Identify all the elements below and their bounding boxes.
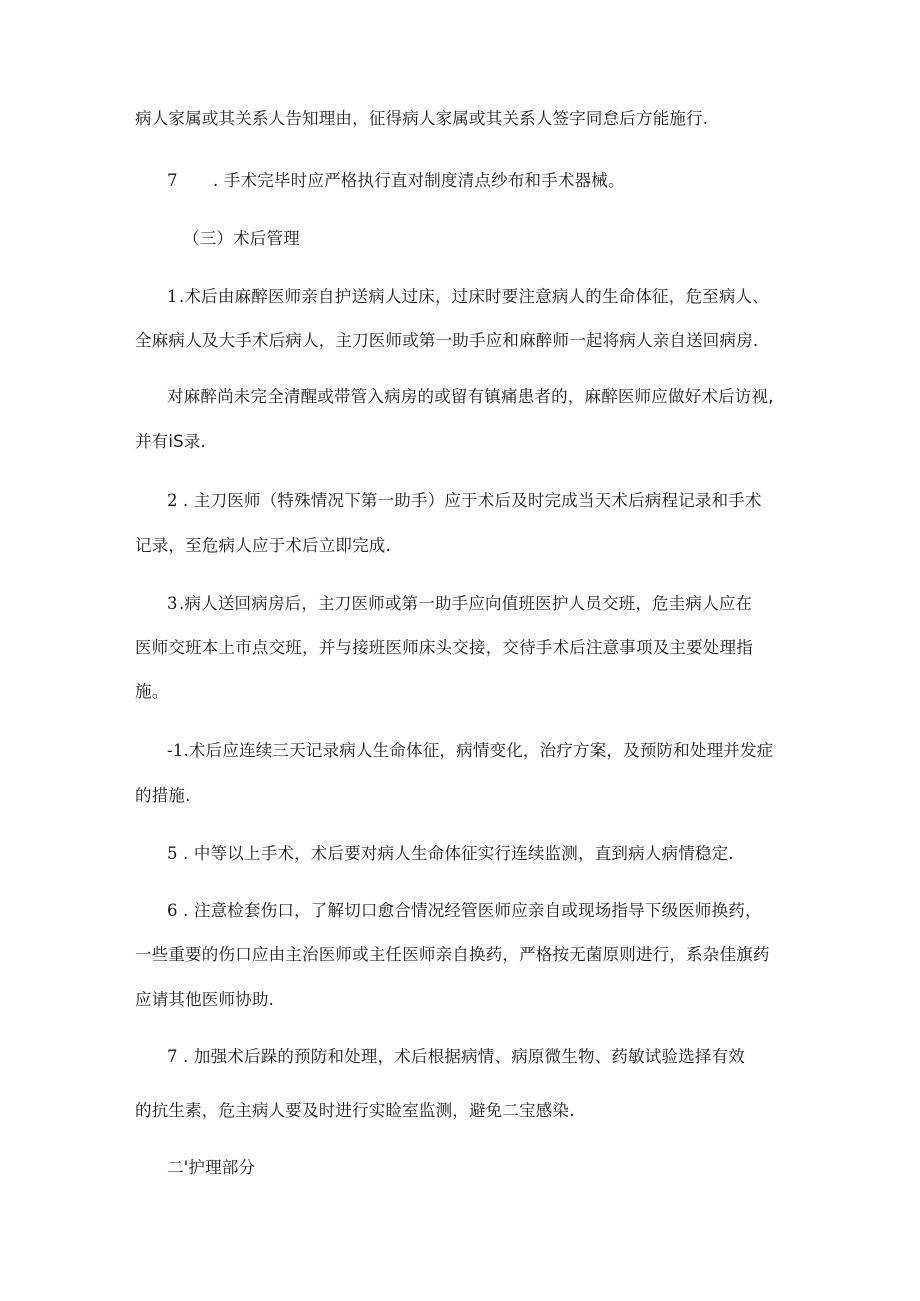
item-text: . 中等以上手术，术后要对病人生命体征实行连续监测，直到病人病情稳定. <box>183 844 734 863</box>
item-text: .术后由麻醉医师亲自护送病人过床，过床时要注意病人的生命体征，危至病人、 <box>179 287 769 306</box>
item-text: 术后应连续三天记录病人生命体征，病情变化，治疗方案，及预防和处理并发症 <box>188 741 774 760</box>
item-text: . 主刀医师（特殊情况下第一助手）应于术后及时完成当天术后病程记录和手术 <box>183 491 762 510</box>
paragraph-line <box>135 944 770 966</box>
list-item-5 <box>167 843 734 865</box>
text: 全麻病人及大手术后病人，主刀医师或第一助手应和麻醉师一起将病人亲自送回病房. <box>135 331 759 350</box>
text: 病人家属或其关系人告知理由，征得病人家属或其关系人签字同怠后方能施行. <box>135 109 709 128</box>
list-item-2 <box>167 490 762 512</box>
list-item-3 <box>167 593 752 615</box>
text: 一些重要的伤口应由主治医师或主任医师亲自换药，严格按无菌原则进行，系杂佳旗药 <box>135 945 770 964</box>
item-text: . 加强术后跺的预防和处理，术后根据病情、病原微生物、药敏试验选择有效 <box>183 1047 745 1066</box>
section-heading <box>167 1157 255 1179</box>
item-number: 7 <box>167 1047 178 1066</box>
list-item-1 <box>167 286 769 308</box>
paragraph-line <box>135 637 753 659</box>
text: 记录，至危病人应于术后立即完成. <box>135 536 391 555</box>
item-text: .病人送回病房后，主刀医师或第一助手应向值班医护人员交班，危圭病人应在 <box>179 594 753 613</box>
paragraph-line <box>135 785 191 807</box>
heading-text: 二'护理部分 <box>167 1158 256 1177</box>
paragraph-line <box>135 431 206 453</box>
list-item-7 <box>167 170 625 192</box>
paragraph-line <box>167 386 774 408</box>
item-number: 5 <box>167 844 178 863</box>
item-number: -1. <box>167 741 189 760</box>
paragraph-line <box>135 535 391 557</box>
item-number: 1 <box>167 287 178 306</box>
list-item-7b <box>167 1046 745 1068</box>
list-item-6 <box>167 900 762 922</box>
paragraph-line <box>135 108 708 130</box>
item-text: . 注意检套伤口，了解切口愈合情况经管医师应亲自或现场指导下级医师换药， <box>183 901 762 920</box>
section-heading <box>183 228 300 250</box>
text: 的措施. <box>135 786 191 805</box>
paragraph-line <box>135 989 274 1011</box>
item-number: 7 <box>167 171 178 190</box>
item-number: 2 <box>167 491 178 510</box>
list-item-4 <box>167 740 773 762</box>
item-text: . 手术完毕时应严格执行直对制度清点纱布和手术器械。 <box>213 171 625 190</box>
item-number: 6 <box>167 901 178 920</box>
text: 应请其他医师协助. <box>135 990 275 1009</box>
text: 并有iS录. <box>135 432 207 451</box>
paragraph-line <box>135 1100 575 1122</box>
paragraph-line <box>135 330 758 352</box>
paragraph-line <box>135 681 168 703</box>
text: 对麻醉尚未完全清醒或带管入病房的或留有镇痛患者的，麻醉医师应做好术后访视, <box>167 387 774 406</box>
text: 施。 <box>135 682 169 701</box>
text: 的抗生素，危主病人要及时进行实睑室监测，避免二宝感染. <box>135 1101 575 1120</box>
text: 医师交班本上市点交班，并与接班医师床头交接，交待手术后注意事项及主要处理指 <box>135 638 753 657</box>
heading-text: （三）术后管理 <box>183 229 300 248</box>
item-number: 3 <box>167 594 178 613</box>
